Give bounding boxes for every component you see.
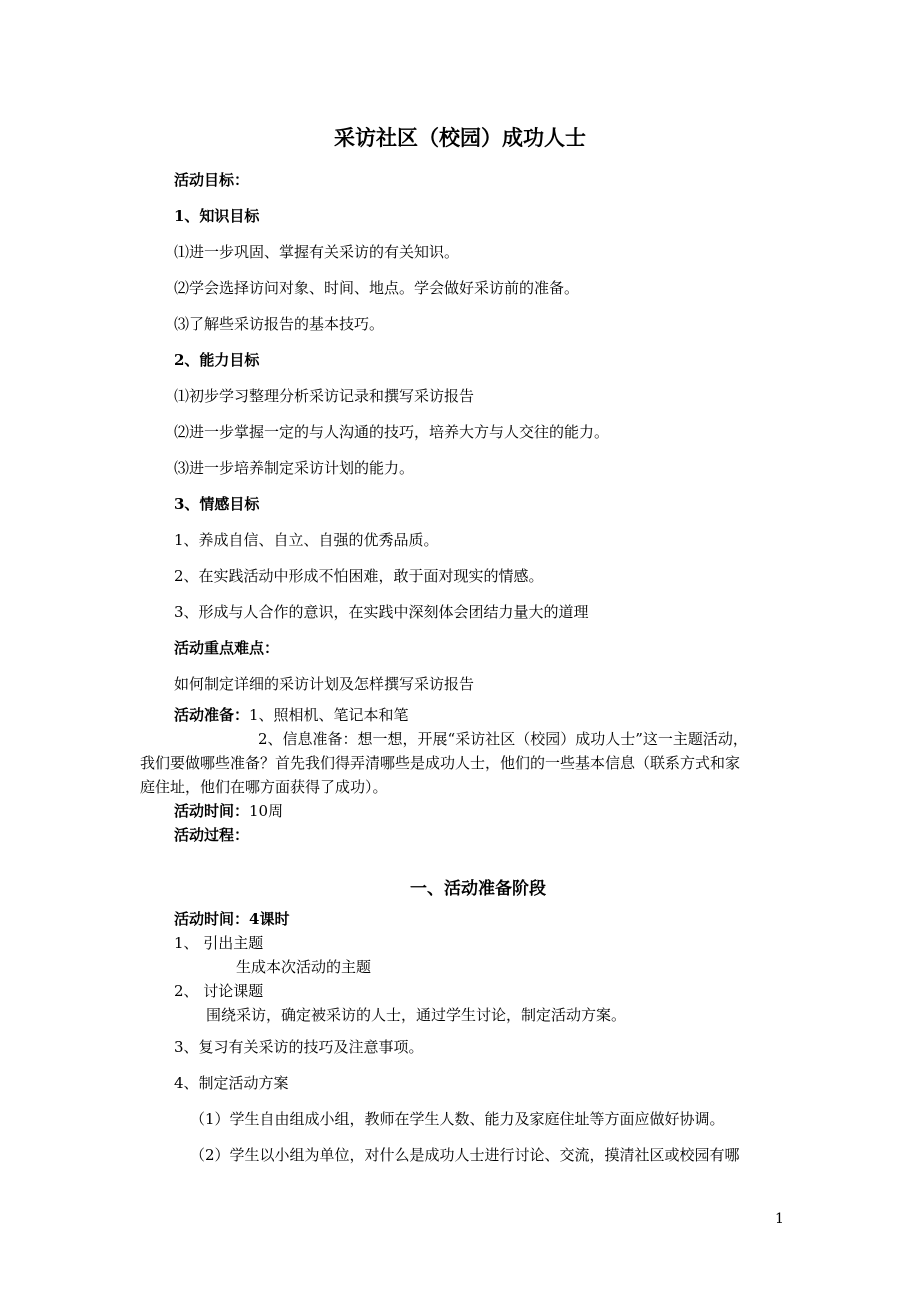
stage1-heading: 一、活动准备阶段: [410, 879, 546, 899]
knowledge-item: ⑶了解些采访报告的基本技巧。: [174, 315, 385, 333]
page-number: 1: [775, 1211, 784, 1227]
emotion-item: 3、形成与人合作的意识，在实践中深刻体会团结力量大的道理: [174, 603, 589, 621]
step-1-detail: 生成本次活动的主题: [236, 958, 372, 976]
sub-item-1: （1）学生自由组成小组，教师在学生人数、能力及家庭住址等方面应做好协调。: [190, 1110, 725, 1128]
preparation-item-2-cont: 我们要做哪些准备？首先我们得弄清哪些是成功人士，他们的一些基本信息（联系方式和家: [140, 754, 741, 772]
preparation-item-2: 2、信息准备：想一想，开展“采访社区（校园）成功人士”这一主题活动，: [258, 730, 748, 748]
step-1-label: 1、 引出主题: [174, 934, 264, 952]
preparation-label: 活动准备：: [174, 706, 250, 724]
key-points-heading: 活动重点难点：: [174, 639, 280, 657]
sub-item-2: （2）学生以小组为单位，对什么是成功人士进行讨论、交流，摸清社区或校园有哪: [190, 1146, 740, 1164]
emotion-item: 2、在实践活动中形成不怕困难，敢于面对现实的情感。: [174, 567, 544, 585]
preparation-item-2-cont: 庭住址，他们在哪方面获得了成功）。: [140, 778, 388, 796]
ability-heading: 2、能力目标: [174, 351, 260, 369]
preparation-item-1: 1、照相机、笔记本和笔: [249, 706, 409, 724]
document-title: 采访社区（校园）成功人士: [334, 125, 586, 150]
process-label: 活动过程：: [174, 826, 250, 844]
time-value: 10周: [249, 802, 284, 820]
step-2-detail: 围绕采访，确定被采访的人士，通过学生讨论，制定活动方案。: [206, 1006, 627, 1024]
time-line: [174, 801, 283, 821]
ability-item: ⑶进一步培养制定采访计划的能力。: [174, 459, 415, 477]
step-3: 3、复习有关采访的技巧及注意事项。: [174, 1038, 424, 1056]
knowledge-heading: 1、知识目标: [174, 207, 260, 225]
preparation-line: [174, 705, 409, 725]
emotion-heading: 3、情感目标: [174, 495, 260, 513]
emotion-item: 1、养成自信、自立、自强的优秀品质。: [174, 531, 439, 549]
knowledge-item: ⑴进一步巩固、掌握有关采访的有关知识。: [174, 243, 460, 261]
stage1-time: 活动时间：4课时: [174, 910, 290, 928]
ability-item: ⑴初步学习整理分析采访记录和撰写采访报告: [174, 387, 475, 405]
step-2-label: 2、 讨论课题: [174, 982, 264, 1000]
key-points-text: 如何制定详细的采访计划及怎样撰写采访报告: [174, 675, 475, 693]
knowledge-item: ⑵学会选择访问对象、时间、地点。学会做好采访前的准备。: [174, 279, 580, 297]
time-label: 活动时间：: [174, 802, 250, 820]
ability-item: ⑵进一步掌握一定的与人沟通的技巧，培养大方与人交往的能力。: [174, 423, 610, 441]
step-4: 4、制定活动方案: [174, 1074, 289, 1092]
goals-heading: 活动目标：: [174, 171, 250, 189]
